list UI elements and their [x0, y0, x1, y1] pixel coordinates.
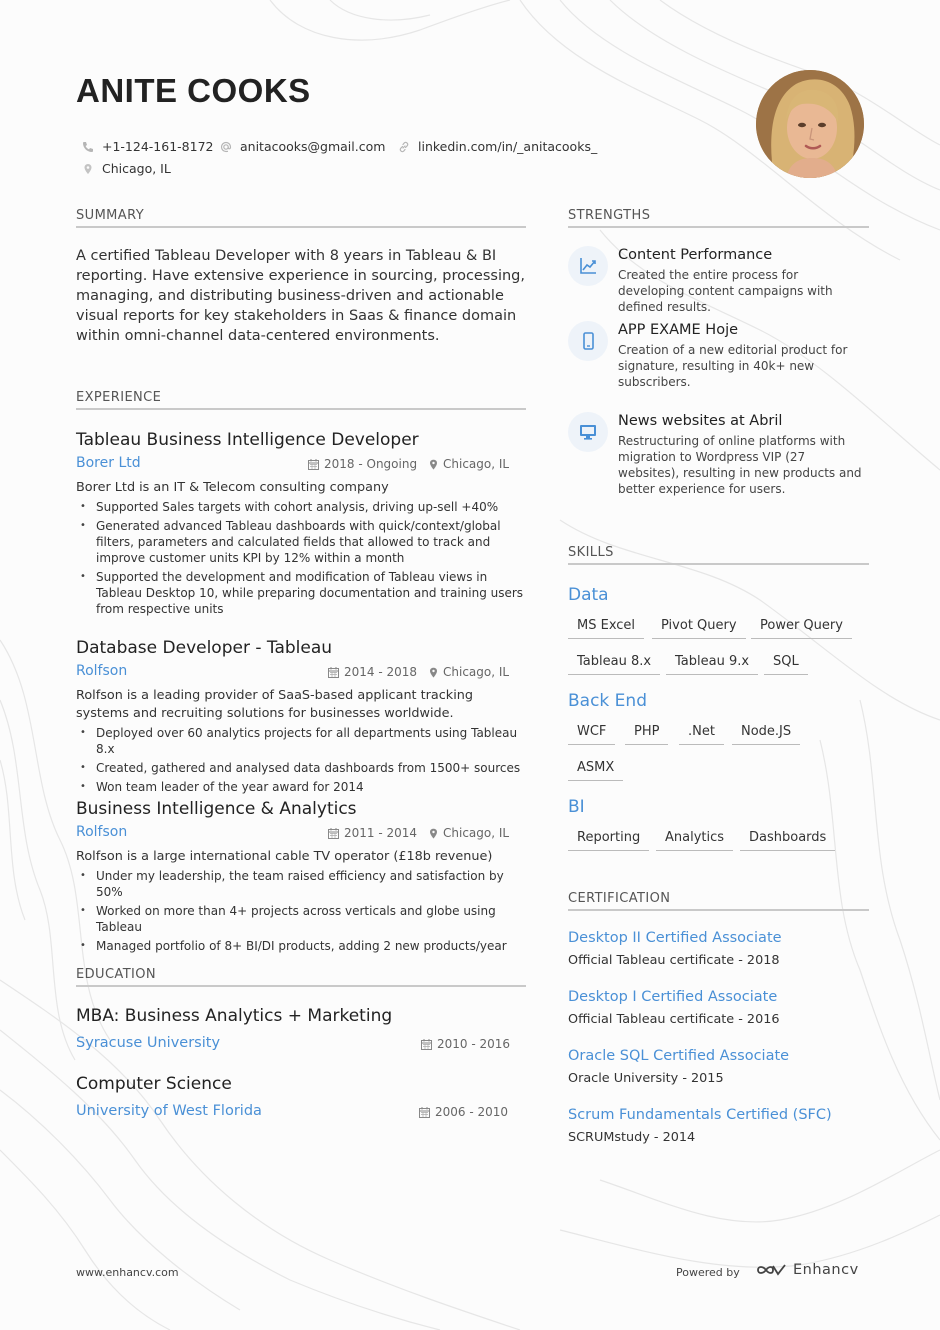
email-contact	[220, 139, 385, 154]
strength-item	[618, 413, 868, 497]
phone-text[interactable]: +1-124-161-8172	[102, 139, 214, 154]
skill-tag: Tableau 8.x	[568, 653, 660, 675]
certification-heading: CERTIFICATION	[568, 891, 671, 906]
experience-entry	[76, 638, 526, 798]
school-name[interactable]: University of West Florida	[76, 1103, 262, 1119]
skill-tag: WCF	[568, 723, 615, 745]
list-item: • Managed portfolio of 8+ BI/DI products, adding 2 new products/year	[76, 938, 526, 954]
skill-tag: Pivot Query	[652, 617, 746, 639]
strength-description: Created the entire process for developing content campaigns with defined results.	[618, 268, 833, 314]
company-description: Rolfson is a leading provider of SaaS-based applicant tracking systems and recruiting solutions for businesses worldwide.	[76, 688, 473, 721]
skill-tag: PHP	[625, 723, 668, 745]
strength-title: Content Performance	[618, 247, 773, 263]
strength-description: Creation of a new editorial product for signature, resulting in 40k+ new subscribers.	[618, 343, 848, 389]
experience-heading: EXPERIENCE	[76, 390, 162, 405]
summary-text: A certified Tableau Developer with 8 years in Tableau & BI reporting. Have extensive experience in sourcing, processing, managing, and distributing business-driven and actionable visual reports for key stakeholders in Saas & finance domain within omni-channel data-centered environments.	[76, 248, 525, 344]
skill-tag: ASMX	[568, 759, 623, 781]
job-dates	[328, 665, 417, 679]
avatar	[756, 70, 864, 178]
experience-entry	[76, 799, 526, 957]
job-location	[429, 457, 509, 471]
monitor-icon	[578, 422, 598, 442]
location-contact	[82, 161, 171, 176]
certificate-name[interactable]: Scrum Fundamentals Certified (SFC)	[568, 1107, 832, 1123]
skill-category-bi: BI	[568, 797, 585, 817]
job-dates-text: 2011 - 2014	[344, 826, 418, 840]
skills-heading: SKILLS	[568, 545, 614, 560]
calendar-icon	[419, 1107, 430, 1118]
job-location-text: Chicago, IL	[443, 826, 510, 840]
skill-category-data: Data	[568, 585, 609, 605]
footer-website[interactable]: www.enhancv.com	[76, 1266, 179, 1279]
linkedin-text[interactable]: linkedin.com/in/_anitacooks_	[418, 139, 598, 154]
list-item: • Worked on more than 4+ projects across verticals and globe using Tableau	[76, 903, 526, 935]
job-title: Tableau Business Intelligence Developer	[76, 430, 419, 450]
location-text: Chicago, IL	[102, 161, 171, 176]
list-item: • Won team leader of the year award for 2014	[76, 779, 526, 795]
map-pin-icon	[429, 667, 438, 678]
strengths-heading: STRENGTHS	[568, 208, 651, 223]
strength-icon-badge	[568, 246, 608, 286]
enhancv-logo-icon	[755, 1262, 787, 1278]
map-pin-icon	[429, 459, 438, 470]
skill-tag: .Net	[679, 723, 724, 745]
skills-divider	[568, 563, 869, 565]
company-description: Rolfson is a large international cable TV operator (£18b revenue)	[76, 849, 493, 864]
job-title: Database Developer - Tableau	[76, 638, 333, 658]
certificate-name[interactable]: Desktop II Certified Associate	[568, 930, 782, 946]
skill-tag: SQL	[764, 653, 808, 675]
brand-logo[interactable]	[755, 1262, 859, 1278]
skill-tag: Reporting	[568, 829, 649, 851]
calendar-icon	[421, 1039, 432, 1050]
job-location	[429, 826, 509, 840]
map-pin-icon	[82, 163, 94, 175]
experience-entry	[76, 430, 526, 620]
job-title: Business Intelligence & Analytics	[76, 799, 357, 819]
email-text[interactable]: anitacooks@gmail.com	[240, 139, 386, 154]
calendar-icon	[328, 828, 339, 839]
job-location	[429, 665, 509, 679]
list-item: • Supported the development and modification of Tableau views in Tableau Desktop 10, while preparing documentation and training users from respective units	[76, 569, 526, 617]
strengths-divider	[568, 226, 869, 228]
certificate-issuer: Official Tableau certificate - 2018	[568, 953, 780, 968]
phone-contact	[82, 139, 214, 154]
list-item: • Generated advanced Tableau dashboards with quick/context/global filters, parameters and calculated fields that allowed to track and improve customer units KPI by 12% within a month	[76, 518, 526, 566]
skill-category-back-end: Back End	[568, 691, 647, 711]
strength-title: News websites at Abril	[618, 413, 783, 429]
certificate-issuer: Oracle University - 2015	[568, 1071, 724, 1086]
school-name[interactable]: Syracuse University	[76, 1035, 221, 1051]
mobile-phone-icon	[578, 331, 598, 351]
education-dates	[419, 1105, 508, 1119]
candidate-name: ANITE COOKS	[76, 72, 311, 109]
skill-tag: Node.JS	[732, 723, 800, 745]
list-item: • Created, gathered and analysed data dashboards from 1500+ sources	[76, 760, 526, 776]
strength-description: Restructuring of online platforms with migration to Wordpress VIP (27 websites), resulting in new products and better experience for users.	[618, 434, 862, 496]
skill-tag: Analytics	[656, 829, 733, 851]
certificate-name[interactable]: Desktop I Certified Associate	[568, 989, 778, 1005]
experience-divider	[76, 408, 526, 410]
education-dates-text: 2006 - 2010	[435, 1105, 509, 1119]
skill-tag: MS Excel	[568, 617, 644, 639]
strength-item	[618, 247, 868, 315]
strength-icon-badge	[568, 412, 608, 452]
education-divider	[76, 985, 526, 987]
calendar-icon	[308, 459, 319, 470]
summary-divider	[76, 226, 526, 228]
education-dates-text: 2010 - 2016	[437, 1037, 511, 1051]
company-description: Borer Ltd is an IT & Telecom consulting company	[76, 480, 389, 495]
job-dates	[308, 457, 417, 471]
job-dates-text: 2014 - 2018	[344, 665, 418, 679]
list-item: • Under my leadership, the team raised efficiency and satisfaction by 50%	[76, 868, 526, 900]
trend-chart-icon	[578, 256, 598, 276]
education-heading: EDUCATION	[76, 967, 157, 982]
map-pin-icon	[429, 828, 438, 839]
certificate-issuer: Official Tableau certificate - 2016	[568, 1012, 780, 1027]
achievement-list	[76, 725, 526, 795]
calendar-icon	[328, 667, 339, 678]
summary-heading: SUMMARY	[76, 208, 145, 223]
list-item: • Deployed over 60 analytics projects for all departments using Tableau 8.x	[76, 725, 526, 757]
profile-photo	[756, 70, 864, 178]
strength-item	[618, 322, 868, 390]
degree-title: Computer Science	[76, 1074, 232, 1094]
company-name[interactable]: Rolfson	[76, 824, 128, 840]
skill-tag: Power Query	[751, 617, 852, 639]
degree-title: MBA: Business Analytics + Marketing	[76, 1006, 393, 1026]
powered-by-label: Powered by	[676, 1266, 740, 1279]
skill-tag: Dashboards	[740, 829, 835, 851]
company-name[interactable]: Rolfson	[76, 663, 128, 679]
list-item: • Supported Sales targets with cohort analysis, driving up-sell +40%	[76, 499, 526, 515]
education-dates	[421, 1037, 510, 1051]
achievement-list	[76, 868, 526, 954]
certificate-issuer: SCRUMstudy - 2014	[568, 1130, 696, 1145]
link-icon	[398, 141, 410, 153]
linkedin-contact	[398, 139, 597, 154]
brand-name: Enhancv	[793, 1262, 859, 1278]
strength-title: APP EXAME Hoje	[618, 322, 739, 338]
achievement-list	[76, 499, 526, 617]
job-dates	[328, 826, 417, 840]
strength-icon-badge	[568, 321, 608, 361]
skill-tag: Tableau 9.x	[666, 653, 758, 675]
job-location-text: Chicago, IL	[443, 457, 510, 471]
job-dates-text: 2018 - Ongoing	[324, 457, 418, 471]
company-name[interactable]: Borer Ltd	[76, 455, 141, 471]
certificate-name[interactable]: Oracle SQL Certified Associate	[568, 1048, 790, 1064]
at-sign-icon	[220, 141, 232, 153]
phone-icon	[82, 141, 94, 153]
job-location-text: Chicago, IL	[443, 665, 510, 679]
certification-divider	[568, 909, 869, 911]
